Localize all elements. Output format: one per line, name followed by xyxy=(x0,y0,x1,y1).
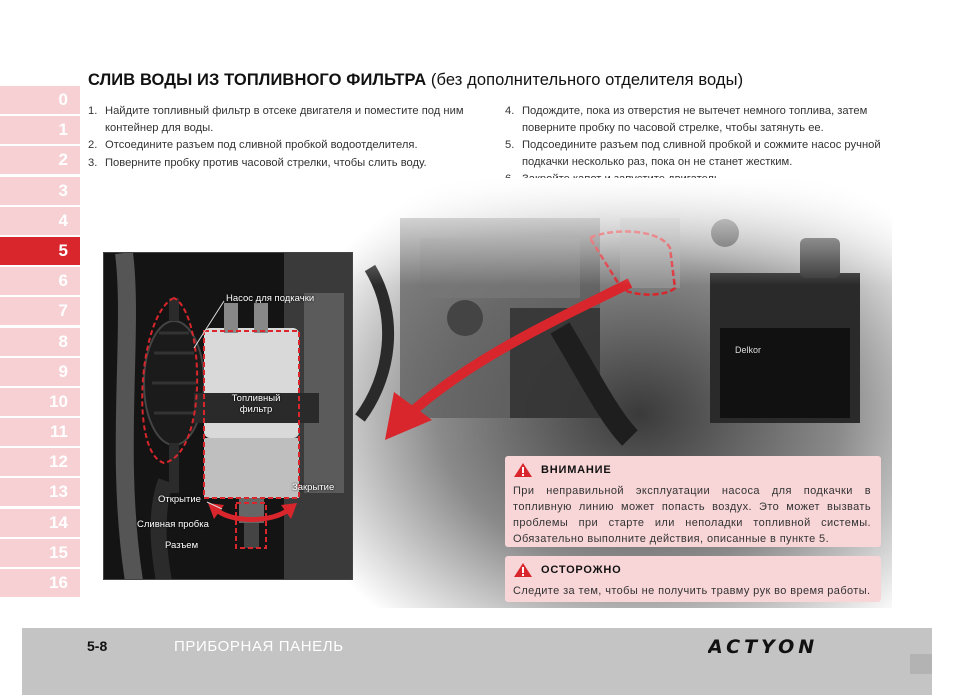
title-subtitle: (без дополнительного отделителя воды) xyxy=(430,71,744,89)
steps-list-right xyxy=(505,103,885,189)
steps-list-left xyxy=(88,103,473,172)
label-drain-plug: Сливная пробка xyxy=(137,519,209,530)
title-main: СЛИВ ВОДЫ ИЗ ТОПЛИВНОГО ФИЛЬТРА xyxy=(88,71,427,89)
chapter-tab-7[interactable]: 7 xyxy=(0,297,80,325)
caution-heading: ОСТОРОЖНО xyxy=(513,562,871,578)
caution-body: Следите за тем, чтобы не получить травму рук во время работы. xyxy=(513,585,871,597)
chapter-tab-11[interactable]: 11 xyxy=(0,418,80,446)
chapter-tabs xyxy=(0,86,80,599)
step-item: 3. Поверните пробку против часовой стрелки, чтобы слить воду. xyxy=(88,156,427,169)
chapter-tab-14[interactable]: 14 xyxy=(0,509,80,537)
chapter-tab-5[interactable]: 5 xyxy=(0,237,80,265)
step-item: 1. Найдите топливный фильтр в отсеке двигателя и поместите под ним контейнер для воды. xyxy=(88,105,464,134)
step-item: 2. Отсоедините разъем под сливной пробкой водоотделителя. xyxy=(88,139,418,151)
chapter-tab-1[interactable]: 1 xyxy=(0,116,80,144)
step-item: 4. Подождите, пока из отверстия не вытечет немного топлива, затем поверните пробку по часовой стрелке, чтобы затянуть ее. xyxy=(505,105,868,134)
page-number: 5-8 xyxy=(87,638,108,654)
chapter-tab-8[interactable]: 8 xyxy=(0,328,80,356)
page-title xyxy=(88,71,743,90)
chapter-tab-3[interactable]: 3 xyxy=(0,177,80,205)
chapter-tab-16[interactable]: 16 xyxy=(0,569,80,597)
warning-note xyxy=(505,456,881,547)
caution-triangle-icon xyxy=(513,562,533,578)
fuel-filter-inset-photo xyxy=(103,252,353,580)
label-open: Открытие xyxy=(158,494,201,505)
label-connector: Разъем xyxy=(165,540,199,551)
corner-mark xyxy=(910,654,932,674)
chapter-tab-9[interactable]: 9 xyxy=(0,358,80,386)
chapter-tab-4[interactable]: 4 xyxy=(0,207,80,235)
label-pump: Насос для подкачки xyxy=(226,293,315,304)
warning-body: При неправильной эксплуатации насоса для подкачки в топливную линию может попасть воздух. Это может вызвать проблемы при старте или неполадки топливной системы. Обязательно выполните действия, описанные в пункте 5. xyxy=(513,485,871,545)
warning-heading: ВНИМАНИЕ xyxy=(513,462,871,478)
chapter-tab-10[interactable]: 10 xyxy=(0,388,80,416)
chapter-tab-2[interactable]: 2 xyxy=(0,146,80,174)
actyon-logo xyxy=(708,636,874,661)
page-footer xyxy=(22,628,932,695)
step-item: 5. Подсоедините разъем под сливной пробкой и сожмите насос ручной подкачки несколько раз, пока он не станет жестким. xyxy=(505,139,881,168)
label-filter: Топливный фильтр xyxy=(231,393,281,415)
chapter-tab-12[interactable]: 12 xyxy=(0,448,80,476)
label-close: Закрытие xyxy=(292,482,335,493)
warning-triangle-icon xyxy=(513,462,533,478)
chapter-tab-13[interactable]: 13 xyxy=(0,478,80,506)
section-title: ПРИБОРНАЯ ПАНЕЛЬ xyxy=(174,638,344,655)
caution-note xyxy=(505,556,881,602)
svg-text:ACTYON: ACTYON xyxy=(708,636,819,656)
chapter-tab-0[interactable]: 0 xyxy=(0,86,80,114)
chapter-tab-15[interactable]: 15 xyxy=(0,539,80,567)
chapter-tab-6[interactable]: 6 xyxy=(0,267,80,295)
